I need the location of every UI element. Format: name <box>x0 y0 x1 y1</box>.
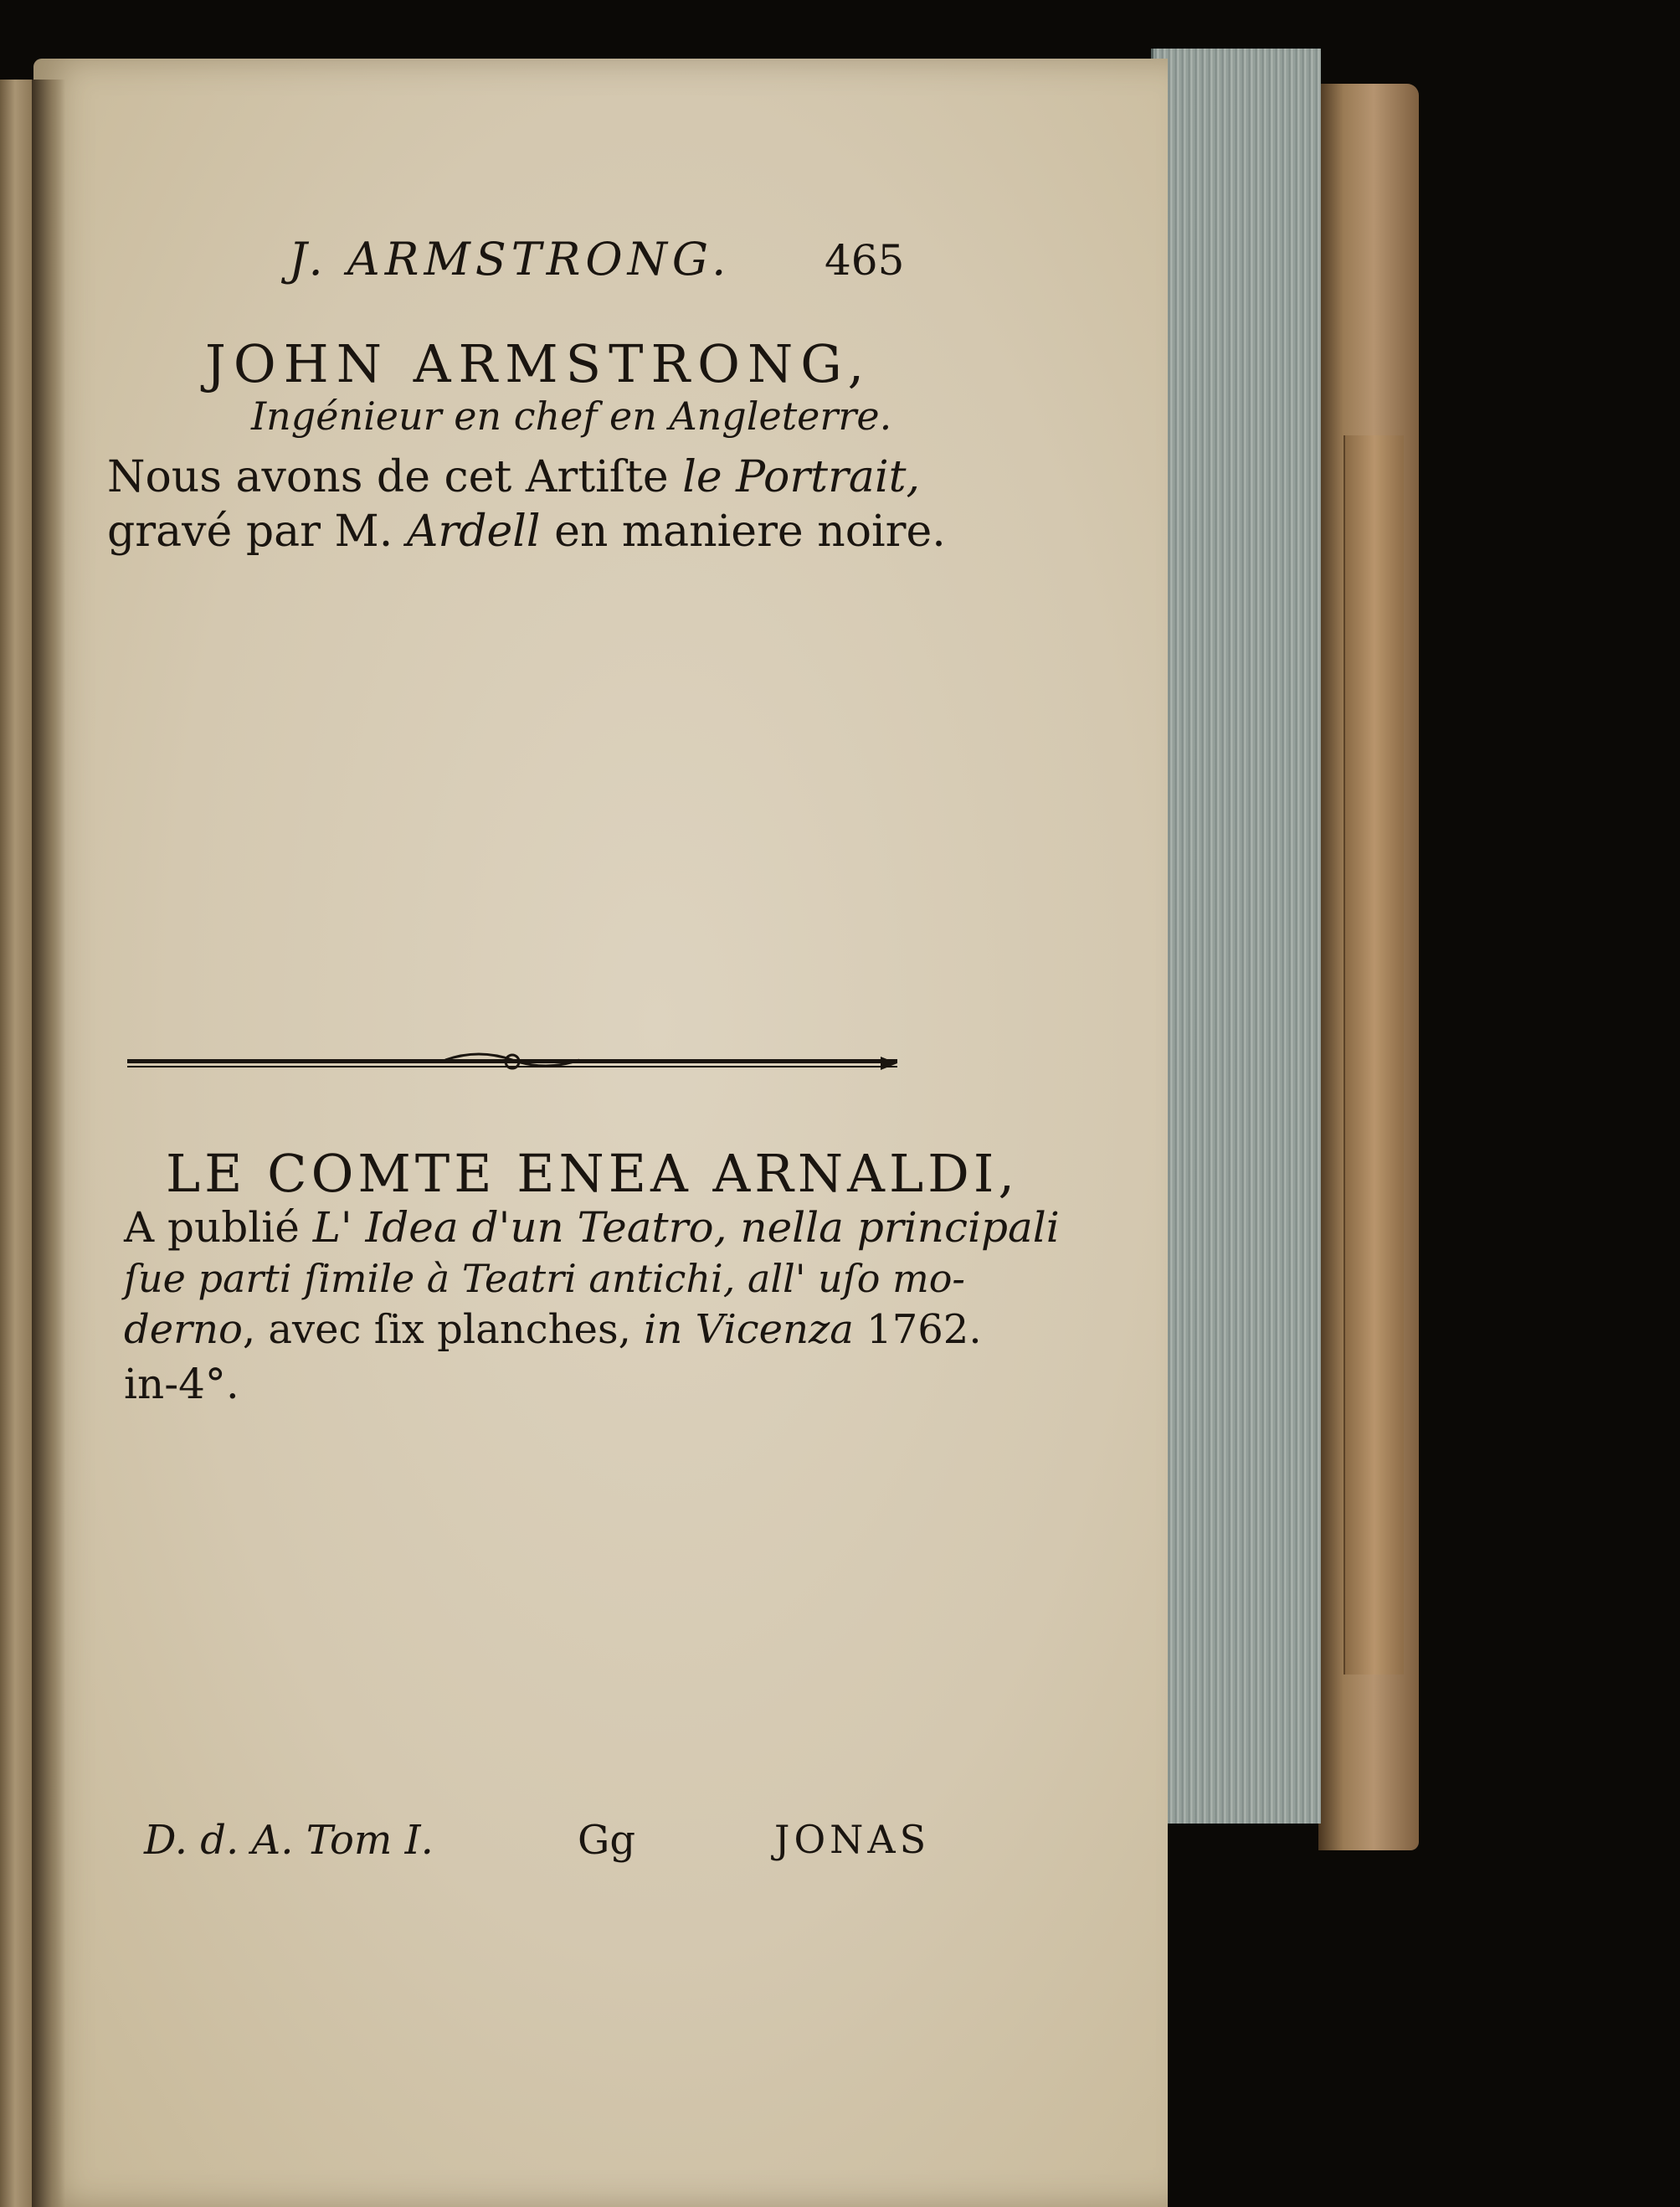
gutter-shadow <box>32 80 65 2207</box>
body-line <box>107 507 946 557</box>
running-head: J. ARMSTRONG. <box>289 233 732 286</box>
text-run: Nous avons de cet Artiſte <box>107 452 683 502</box>
text-run: 1762. <box>853 1306 982 1353</box>
text-run: derno <box>124 1306 243 1353</box>
text-run: gravé par M. <box>107 507 407 557</box>
entry-heading-arnaldi: LE COMTE ENEA ARNALDI, <box>166 1143 1020 1204</box>
text-run: Ardell <box>406 507 541 557</box>
cover-spine-strip <box>1343 435 1404 1675</box>
body-line <box>124 1306 982 1353</box>
entry-heading-armstrong: JOHN ARMSTRONG, <box>205 333 872 394</box>
text-run: in-4°. <box>124 1360 239 1408</box>
text-run: A publié <box>124 1203 313 1252</box>
text-run: le Portrait, <box>682 452 920 502</box>
page-fore-edge <box>1151 49 1321 1824</box>
body-line <box>124 1360 239 1408</box>
signature-mark: D. d. A. Tom I. <box>144 1817 434 1864</box>
text-run: en maniere noire. <box>540 507 946 557</box>
text-run: L' Idea d'un Teatro, nella principali <box>312 1203 1060 1252</box>
facing-page-edge <box>0 80 33 2207</box>
catchword: JONAS <box>774 1817 931 1862</box>
text-run: ſue parti ſimile à Teatri antichi, all' uſo mo- <box>124 1256 965 1301</box>
entry-subtitle-armstrong: Ingénieur en chef en Angleterre. <box>251 394 892 439</box>
body-line <box>124 1203 1060 1252</box>
body-line <box>124 1256 965 1301</box>
body-line <box>107 452 920 502</box>
text-run: , avec ſix planches, <box>242 1306 645 1353</box>
text-run: in Vicenza <box>644 1306 854 1353</box>
ornamental-rule <box>127 1047 897 1080</box>
page-number: 465 <box>825 236 905 285</box>
gathering-mark: Gg <box>578 1817 636 1864</box>
